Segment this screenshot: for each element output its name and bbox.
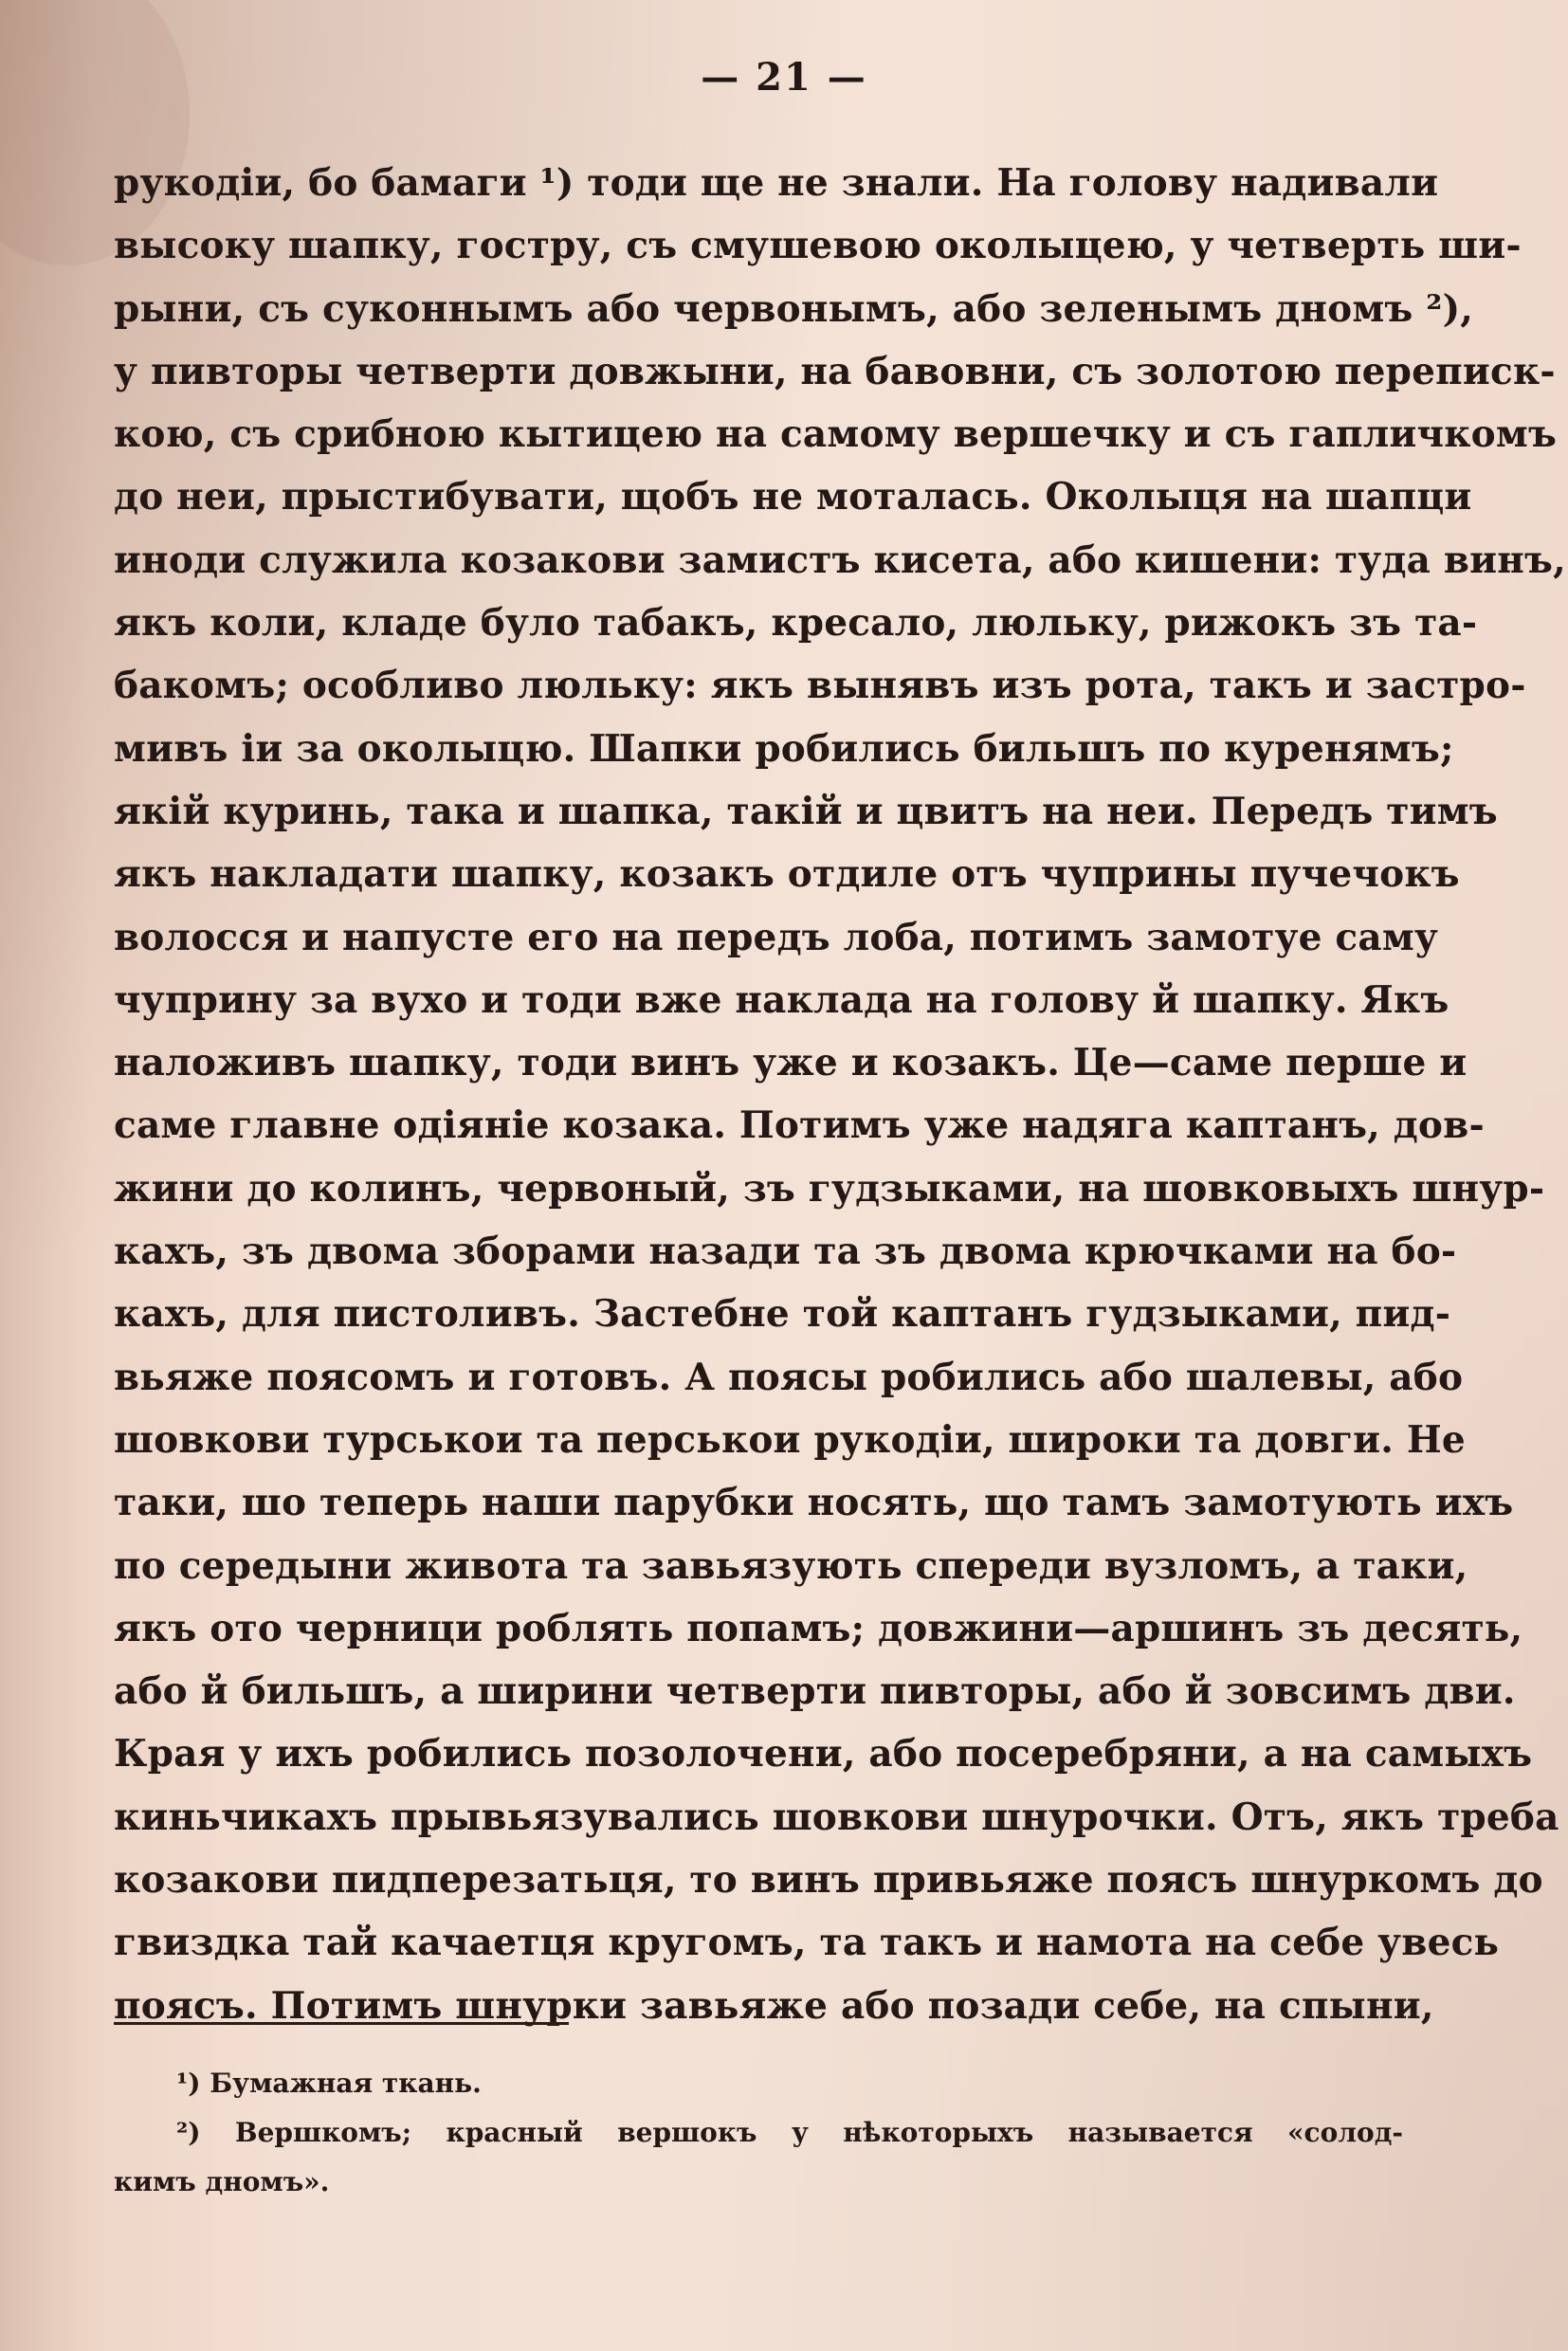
footnotes — [114, 2059, 1403, 2207]
text-line: рыни, съ суконнымъ або червонымъ, або зеленымъ дномъ ²), — [114, 286, 1474, 331]
text-line: таки, шо теперь наши парубки носять, що тамъ замотують ихъ — [114, 1481, 1514, 1525]
footnote-2-continuation: кимъ дномъ». — [114, 2166, 330, 2197]
text-line: у пивторы четверти довжыни, на бавовни, съ золотою переписк- — [114, 349, 1556, 393]
text-line: чуприну за вухо и тоди вже наклада на голову й шапку. Якъ — [114, 977, 1449, 1022]
text-line: шовкови турськои та перськои рукодіи, широки та довги. Не — [114, 1417, 1466, 1462]
text-line: саме главне одіяніе козака. Потимъ уже надяга каптанъ, дов- — [114, 1103, 1485, 1148]
text-line: волосся и напусте его на передъ лоба, потимъ замотуе саму — [114, 915, 1439, 959]
text-line: кахъ, для пистоливъ. Застебне той каптанъ гудзыками, пид- — [114, 1292, 1451, 1337]
footnote-2: ²) Вершкомъ; красный вершокъ у нѣкоторыхъ называется «солод- — [176, 2117, 1403, 2148]
text-line: кахъ, зъ двома зборами назади та зъ двома крючками на бо- — [114, 1230, 1457, 1274]
page-number: — 21 — — [701, 55, 867, 100]
text-line: бакомъ; особливо люльку: якъ вынявъ изъ рота, такъ и застро- — [114, 664, 1526, 708]
text-line: наложивъ шапку, тоди винъ уже и козакъ. Це—саме перше и — [114, 1041, 1468, 1085]
text-line: по середыни живота та завьязують спереди вузломъ, а таки, — [114, 1543, 1468, 1588]
text-line: якъ накладати шапку, козакъ отдиле отъ чуприны пучечокъ — [114, 852, 1460, 897]
text-line: высоку шапку, гостру, съ смушевою околыцею, у четверть ши- — [114, 224, 1522, 268]
body-text — [114, 152, 1566, 2037]
text-line: якъ коли, кладе було табакъ, кресало, люльку, рижокъ зъ та- — [114, 601, 1478, 646]
text-line: мивъ іи за околыцю. Шапки робились бильшъ по куренямъ; — [114, 726, 1454, 771]
text-line: поясъ. Потимъ шнурки завьяже або позади себе, на спыни, — [114, 1983, 1434, 2028]
footnote-divider — [114, 2022, 569, 2025]
text-line: иноди служила козакови замистъ кисета, або кишени: туда винъ, — [114, 538, 1566, 582]
footnote-1: ¹) Бумажная ткань. — [176, 2068, 482, 2099]
text-line: жини до колинъ, червоный, зъ гудзыками, на шовковыхъ шнур- — [114, 1166, 1545, 1211]
text-line: рукодіи, бо бамаги ¹) тоди ще не знали. На голову надивали — [114, 161, 1439, 205]
text-line: або й бильшъ, а ширини четверти пивторы, або й зовсимъ дви. — [114, 1669, 1516, 1714]
text-line: козакови пидперезатьця, то винъ привьяже поясъ шнуркомъ до — [114, 1858, 1543, 1903]
text-line: кою, съ срибною кытицею на самому вершечку и съ гапличкомъ — [114, 412, 1558, 457]
text-line: якъ ото черници роблять попамъ; довжини—аршинъ зъ десять, — [114, 1606, 1523, 1650]
text-line: якій куринь, така и шапка, такій и цвитъ на неи. Передъ тимъ — [114, 789, 1498, 833]
text-line: киньчикахъ прывьязувались шовкови шнурочки. Отъ, якъ треба — [114, 1795, 1559, 1839]
text-line: Края у ихъ робились позолочени, або посеребряни, а на самыхъ — [114, 1732, 1533, 1777]
text-line: гвиздка тай качаетця кругомъ, та такъ и намота на себе увесь — [114, 1921, 1500, 1965]
text-line: вьяже поясомъ и готовъ. А поясы робились або шалевы, або — [114, 1355, 1464, 1399]
text-line: до неи, прыстибувати, щобъ не моталась. Околыця на шапци — [114, 475, 1472, 519]
